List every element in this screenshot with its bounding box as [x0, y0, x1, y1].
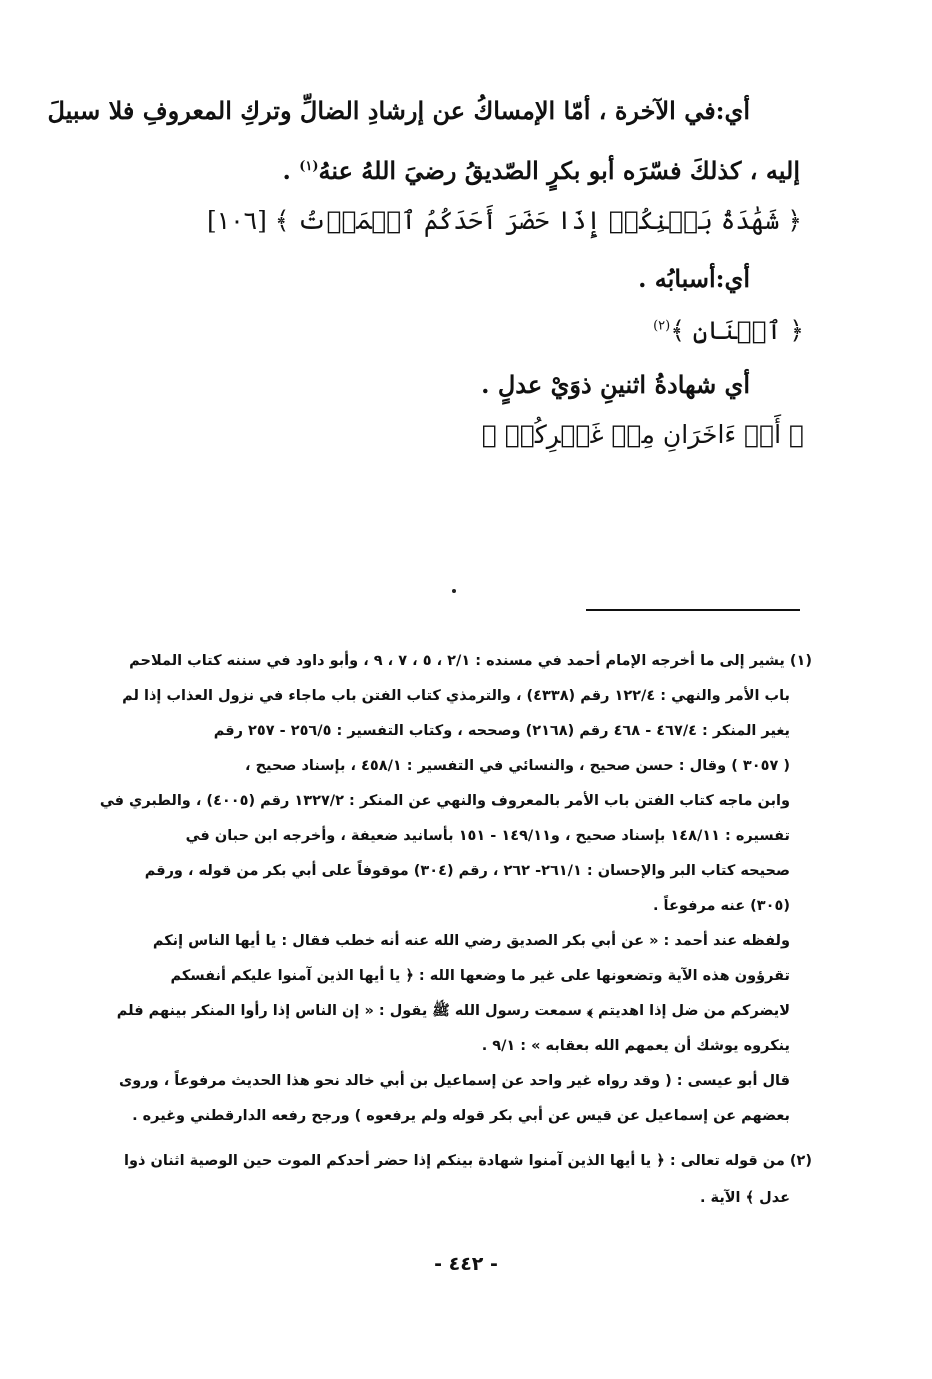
- footnote-line: [214, 720, 790, 742]
- footnote-text: تفسيره : ١٤٨/١١ بإسناد صحيح ، و١٤٩/١١ - ١٥١ بأسانيد ضعيفة ، وأخرجه ابن حبان في: [185, 828, 790, 844]
- quran-verse-3-text: ﴿ أَوۡ ءَاخَرَانِ مِنۡ غَيۡرِكُمۡ ﴾: [481, 420, 804, 449]
- footnote-separator: [586, 609, 800, 611]
- scan-speck: [452, 589, 456, 593]
- footnote-text: ( ٣٠٥٧ ) وقال : حسن صحيح ، والنسائي في التفسير : ٤٥٨/١ ، بإسناد صحيح ،: [245, 758, 790, 774]
- footnote-text: تقرؤون هذه الآية وتضعونها على غير ما وضعها الله : ﴿ يا أيها الذين آمنوا عليكم أنفسكم: [170, 968, 790, 984]
- footnote-text: (٣٠٥) عنه مرفوعاً .: [652, 898, 790, 914]
- main-text-line-1-text: أي:في الآخرة ، أمّا الإمساكُ عن إرشادِ الضالِّ وتركِ المعروفِ فلا سبيلَ: [47, 96, 750, 125]
- footnote-text: صحيحه كتاب البر والإحسان : ٢٦١/١- ٢٦٢ ، رقم (٣٠٤) موقوفاً على أبي بكر من قوله ، ورقم: [144, 863, 790, 879]
- footnote-text: ولفظه عند أحمد : « عن أبي بكر الصديق رضي الله عنه أنه خطب فقال : يا أيها الناس إنكم: [152, 933, 790, 949]
- footnote-text: لايضركم من ضل إذا اهديتم ﴾ سمعت رسول الله ﷺ يقول : « إن الناس إذا رأوا المنكر بينهم فلم: [116, 1003, 790, 1019]
- page-number: - ٤٤٢ -: [434, 1253, 498, 1275]
- footnote-text: ينكروه يوشك أن يعمهم الله بعقابه » : ٩/١ .: [481, 1038, 790, 1054]
- footnote-line: [117, 1000, 790, 1022]
- main-text-line-4: [481, 368, 750, 402]
- footnote-line: [186, 825, 790, 847]
- footnote-line: [100, 790, 790, 812]
- footnote-line: [124, 1150, 812, 1172]
- main-text-line-3: [638, 262, 750, 296]
- quran-verse-3: [482, 418, 804, 452]
- footnote-line: [119, 1070, 790, 1092]
- footnote-line: [153, 930, 790, 952]
- footnote-text: قال أبو عيسى : ( وقد رواه غير واحد عن إسماعيل بن أبي خالد نحو هذا الحديث مرفوعاً ، وروى: [119, 1073, 790, 1089]
- footnote-ref-1[interactable]: (١): [299, 159, 319, 174]
- footnote-line: [129, 650, 812, 672]
- footnote-line: [653, 895, 790, 917]
- main-text-line-2-text: إليه ، كذلكَ فسّرَه أبو بكرٍ الصّديقُ رضيَ اللهُ عنهُ: [318, 156, 800, 185]
- main-text-line-1: [47, 94, 750, 128]
- main-text-line-2-end: .: [282, 156, 300, 185]
- footnote-line: [700, 1187, 790, 1209]
- footnote-text: باب الأمر والنهي : ١٢٢/٤ رقم (٤٣٣٨) ، والترمذي كتاب الفتن باب ماجاء في نزول العذاب إذا لم: [122, 688, 790, 704]
- footnote-text: يغير المنكر : ٤٦٧/٤ - ٤٦٨ رقم (٢١٦٨) وصححه ، وكتاب التفسير : ٢٥٦/٥ - ٢٥٧ رقم: [213, 723, 790, 739]
- main-text-line-2: [282, 154, 800, 188]
- footnote-ref-2[interactable]: (٢): [653, 318, 671, 334]
- footnote-text: بعضهم عن إسماعيل عن قيس عن أبي بكر قوله ولم يرفعوه ) ورجح رفعه الدارقطني وغيره .: [132, 1108, 790, 1124]
- quran-verse-2: [653, 314, 804, 348]
- quran-verse-1: [207, 204, 802, 238]
- footnote-line: [122, 685, 790, 707]
- main-text-line-4-text: أي شهادةُ اثنينِ ذوَيْ عدلٍ .: [481, 370, 750, 399]
- footnote-line: [171, 965, 790, 987]
- footnote-text: (١) يشير إلى ما أخرجه الإمام أحمد في مسنده : ٢/١ ، ٥ ، ٧ ، ٩ ، وأبو داود في سننه كتاب الملاحم: [129, 653, 812, 669]
- footnote-line: [132, 1105, 790, 1127]
- footnote-line: [482, 1035, 790, 1057]
- quran-verse-2-text: ﴿ ٱثۡنَانِ ﴾: [670, 316, 804, 345]
- footnote-text: وابن ماجه كتاب الفتن باب الأمر بالمعروف والنهي عن المنكر : ١٣٢٧/٢ رقم (٤٠٠٥) ، والطبري في: [99, 793, 790, 809]
- footnote-text: عدل ﴾ الآية .: [699, 1190, 790, 1206]
- quran-verse-1-text: ﴿ شَهَٰدَةُ بَيۡنِكُمۡ إِذَا حَضَرَ أَحَدَكُمُ ٱلۡمَوۡتُ ﴾ [١٠٦]: [207, 206, 802, 235]
- footnote-line: [145, 860, 790, 882]
- main-text-line-3-text: أي:أسبابُه .: [638, 264, 750, 293]
- footnote-line: [245, 755, 790, 777]
- footnote-text: (٢) من قوله تعالى : ﴿ يا أيها الذين آمنوا شهادة بينكم إذا حضر أحدكم الموت حين الوصية اثنان ذوا: [123, 1153, 812, 1169]
